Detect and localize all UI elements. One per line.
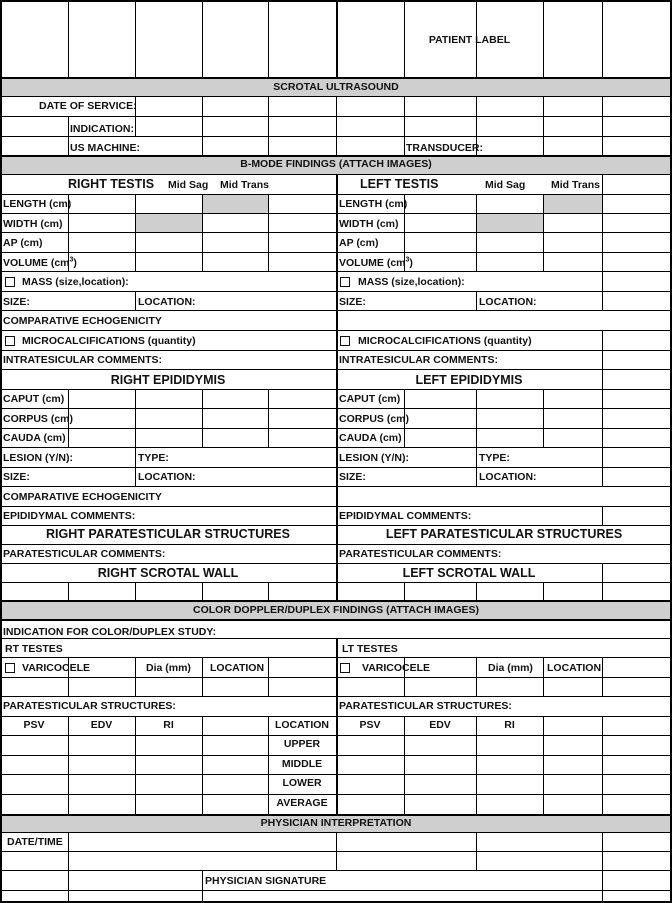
grid-line-v [68,116,69,155]
right-testis-title: RIGHT TESTIS [67,177,155,191]
left-epi-location-label: LOCATION: [479,471,537,483]
grid-line-v [68,832,69,903]
right-location-label: LOCATION [210,662,265,674]
right-epididymis-title: RIGHT EPIDIDYMIS [110,373,226,387]
right-volume-sup: 3 [69,256,74,264]
grid-line-v [268,582,269,600]
right-intratesticular-label: INTRATESICULAR COMMENTS: [3,354,163,366]
grid-line-v [268,0,269,77]
right-width-label: WIDTH (cm) [3,218,63,230]
grid-line-v [476,291,477,310]
transducer-label: TRANSDUCER: [406,142,483,154]
left-volume-label [339,256,413,270]
left-varicocele-label: VARICOCELE [362,662,431,674]
grid-line-v [602,563,603,600]
grid-line-v [135,194,136,271]
grid-line-v [202,870,203,903]
left-epididymis-title: LEFT EPIDIDYMIS [415,373,523,387]
right-paratesticular-title: RIGHT PARATESTICULAR STRUCTURES [46,527,290,541]
rt-testes-label: RT TESTES [5,643,63,655]
left-mass-label: MASS (size,location): [358,276,465,288]
right-corpus-label: CORPUS (cm) [3,413,74,425]
grid-line-v [543,716,544,814]
left-testis-location-label: LOCATION: [479,296,537,308]
grid-line-v [68,582,69,600]
shaded-cell-left-width-sag [476,213,543,232]
grid-line-v [202,582,203,600]
right-varicocele-checkbox[interactable] [5,663,15,673]
left-corpus-label: CORPUS (cm) [339,413,410,425]
grid-line-v [336,832,337,870]
grid-line-v [543,582,544,600]
right-epi-size-label: SIZE: [3,471,30,483]
us-machine-label: US MACHINE: [70,142,140,154]
grid-line-v [135,389,136,447]
grid-line-v [135,582,136,600]
grid-line-v [268,657,269,696]
grid-line-v [602,0,603,77]
lt-testes-label: LT TESTES [342,643,398,655]
right-microcalc-checkbox[interactable] [5,336,15,346]
epi-comparative-echogenicity-label: COMPARATIVE ECHOGENICITY [3,491,162,503]
right-type-label: TYPE: [138,452,169,464]
grid-line-v [476,447,477,486]
left-edv-header: EDV [429,719,451,731]
grid-line-h [0,619,672,621]
grid-line-v [202,716,203,814]
grid-line-v [602,174,603,310]
grid-line-v [543,657,544,696]
grid-line-v [68,0,69,77]
grid-line-v [202,0,203,77]
right-mid-sag-label: Mid Sag [168,179,209,191]
right-epididymal-comments-label: EPIDIDYMAL COMMENTS: [3,510,136,522]
left-epididymal-comments-label: EPIDIDYMAL COMMENTS: [339,510,472,522]
average-row-label: AVERAGE [276,797,328,809]
grid-line-h [0,890,672,891]
right-volume-text: VOLUME (cm [3,257,70,269]
left-paratesticular-title: LEFT PARATESTICULAR STRUCTURES [385,527,623,541]
grid-line-v [202,96,203,155]
left-testis-size-label: SIZE: [339,296,366,308]
right-mass-checkbox[interactable] [5,277,15,287]
left-volume-close: ) [409,257,413,269]
grid-line-v [336,96,337,155]
left-cauda-label: CAUDA (cm) [339,432,402,444]
grid-line-v [135,657,136,696]
lower-row-label: LOWER [282,777,322,789]
grid-line-v [543,96,544,155]
right-volume-close: ) [73,257,77,269]
grid-line-v [476,657,477,696]
grid-line-v [202,194,203,271]
grid-line-v [404,582,405,600]
right-epi-location-label: LOCATION: [138,471,196,483]
right-lesion-label: LESION (Y/N): [3,452,73,464]
grid-line-v [602,369,603,486]
right-psv-header: PSV [23,719,45,731]
physician-signature-label: PHYSICIAN SIGNATURE [205,875,327,887]
grid-line-h [0,77,672,79]
left-microcalc-checkbox[interactable] [340,336,350,346]
left-volume-text: VOLUME (cm [339,257,406,269]
grid-line-h [0,870,672,871]
section-title-bmode: B-MODE FINDINGS (ATTACH IMAGES) [240,158,432,170]
grid-line-v [268,389,269,447]
right-microcalc-label: MICROCALCIFICATIONS (quantity) [22,335,196,347]
grid-line-v [602,832,603,903]
grid-line-v [602,506,603,525]
shaded-cell-left-length-trans [543,194,602,213]
grid-line-v [602,330,603,369]
grid-line-v [476,582,477,600]
left-length-label: LENGTH (cm) [339,198,408,210]
left-scrotal-wall-title: LEFT SCROTAL WALL [402,566,536,580]
left-varicocele-checkbox[interactable] [340,663,350,673]
right-ap-label: AP (cm) [3,237,43,249]
right-ri-header: RI [163,719,174,731]
location-header: LOCATION [274,719,330,731]
left-lesion-label: LESION (Y/N): [339,452,409,464]
patient-label: PATIENT LABEL [428,34,511,46]
left-microcalc-label: MICROCALCIFICATIONS (quantity) [358,335,532,347]
shaded-cell-right-width-sag [135,213,202,232]
grid-line-v [202,657,203,696]
right-mass-label: MASS (size,location): [22,276,129,288]
grid-line-v [476,194,477,271]
section-title-scrotal-ultrasound: SCROTAL ULTRASOUND [273,81,399,93]
right-cauda-label: CAUDA (cm) [3,432,66,444]
grid-line-v [404,96,405,155]
grid-line-v [602,716,603,814]
left-testis-title: LEFT TESTIS [360,177,439,191]
right-paratesticular-comments-label: PARATESTICULAR COMMENTS: [3,548,166,560]
date-of-service-label: DATE OF SERVICE: [39,100,137,112]
grid-line-v [135,0,136,77]
grid-line-v [135,291,136,310]
shaded-cell-right-length-trans [202,194,268,213]
right-testis-location-label: LOCATION: [138,296,196,308]
grid-line-v [543,389,544,447]
left-paratesticular-structures-label: PARATESTICULAR STRUCTURES: [339,700,512,712]
grid-line-v [602,96,603,155]
middle-row-label: MIDDLE [281,758,323,770]
grid-line-v [268,96,269,155]
grid-line-v [476,832,477,870]
right-scrotal-wall-title: RIGHT SCROTAL WALL [97,566,239,580]
indication-label: INDICATION: [70,123,134,135]
grid-line-v [543,194,544,271]
right-volume-label [3,256,77,270]
left-type-label: TYPE: [479,452,510,464]
left-epi-size-label: SIZE: [339,471,366,483]
section-title-color-doppler: COLOR DOPPLER/DUPLEX FINDINGS (ATTACH IMAGES) [192,604,480,616]
left-caput-label: CAPUT (cm) [339,393,401,405]
right-testis-size-label: SIZE: [3,296,30,308]
left-mid-sag-label: Mid Sag [485,179,526,191]
grid-line-v [135,447,136,486]
left-paratesticular-comments-label: PARATESTICULAR COMMENTS: [339,548,502,560]
left-mass-checkbox[interactable] [340,277,350,287]
upper-row-label: UPPER [283,738,321,750]
right-paratesticular-structures-label: PARATESTICULAR STRUCTURES: [3,700,176,712]
left-intratesticular-label: INTRATESICULAR COMMENTS: [339,354,499,366]
grid-line-h [0,600,672,602]
left-dia-label: Dia (mm) [488,662,533,674]
testis-comparative-echogenicity-label: COMPARATIVE ECHOGENICITY [3,315,162,327]
right-length-label: LENGTH (cm) [3,198,72,210]
left-ap-label: AP (cm) [339,237,379,249]
doppler-indication-label: INDICATION FOR COLOR/DUPLEX STUDY: [3,626,217,638]
right-dia-label: Dia (mm) [146,662,191,674]
left-volume-sup: 3 [405,256,410,264]
left-ri-header: RI [504,719,515,731]
grid-line-v [268,194,269,271]
right-edv-header: EDV [90,719,113,731]
left-psv-header: PSV [359,719,381,731]
right-caput-label: CAPUT (cm) [3,393,65,405]
grid-line-v [476,389,477,447]
left-mid-trans-label: Mid Trans [551,179,601,191]
right-varicocele-label: VARICOCELE [22,662,91,674]
right-mid-trans-label: Mid Trans [220,179,270,191]
section-title-physician-interpretation: PHYSICIAN INTERPRETATION [260,817,412,829]
grid-line-v [202,389,203,447]
date-time-label: DATE/TIME [7,836,63,848]
left-width-label: WIDTH (cm) [339,218,399,230]
left-location-label: LOCATION [547,662,602,674]
grid-line-v [602,657,603,696]
